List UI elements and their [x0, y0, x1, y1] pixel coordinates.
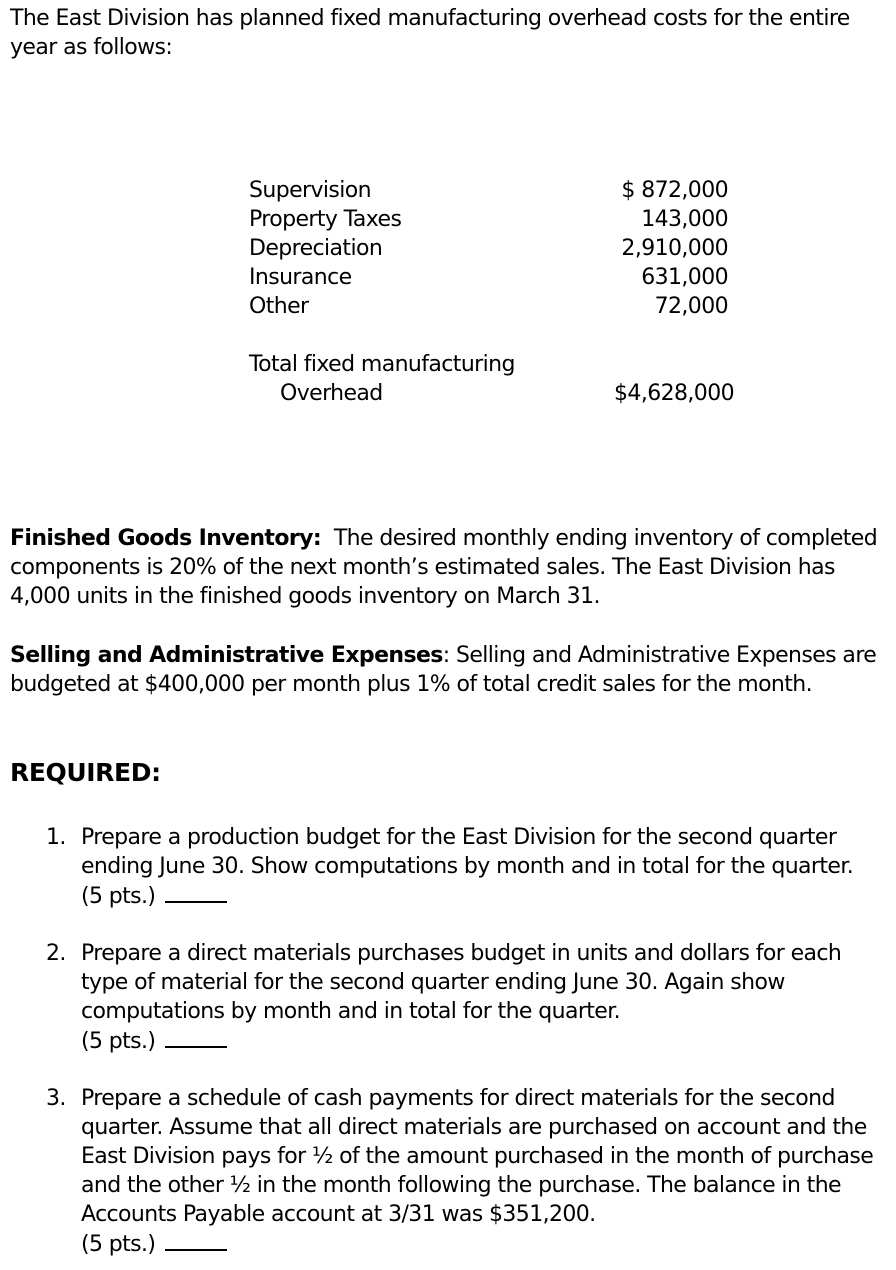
overhead-value-property-taxes: 143,000 — [641, 207, 728, 232]
question-2-text: Prepare a direct materials purchases budget in units and dollars for each type of material for the second quarter ending June 30. Again show computations by month and in total for the quarter. — [81, 941, 842, 1024]
selling-admin-paragraph — [10, 641, 880, 699]
question-2-answer-blank — [165, 1026, 227, 1048]
selling-admin-text: : Selling and Administrative Expenses are budgeted at $400,000 per month plus 1% of total credit sales for the month. — [10, 643, 877, 697]
overhead-value-depreciation: 2,910,000 — [621, 236, 728, 261]
question-3-answer-blank — [165, 1229, 227, 1251]
overhead-value-other: 72,000 — [654, 294, 728, 319]
overhead-label-insurance: Insurance — [249, 265, 352, 290]
overhead-label-property-taxes: Property Taxes — [249, 207, 402, 232]
required-heading: REQUIRED: — [10, 758, 161, 787]
overhead-label-depreciation: Depreciation — [249, 236, 383, 261]
question-1-points-line — [81, 881, 881, 911]
question-3-points-line — [81, 1229, 881, 1259]
finished-goods-heading: Finished Goods Inventory: — [10, 526, 322, 551]
overhead-total-label-line1: Total fixed manufacturing — [249, 352, 515, 377]
question-2-points: (5 pts.) — [81, 1029, 156, 1054]
question-1-answer-blank — [165, 881, 227, 903]
finished-goods-paragraph — [10, 524, 880, 611]
question-3 — [81, 1084, 881, 1259]
intro-paragraph: The East Division has planned fixed manufacturing overhead costs for the entire year as follows: — [10, 6, 850, 60]
question-1-text: Prepare a production budget for the East Division for the second quarter ending June 30. Show computations by month and in total for the quarter. — [81, 825, 854, 879]
overhead-value-insurance: 631,000 — [641, 265, 728, 290]
question-3-points: (5 pts.) — [81, 1232, 156, 1257]
overhead-total-label-line2: Overhead — [280, 381, 383, 406]
overhead-value-supervision: $ 872,000 — [621, 178, 728, 203]
selling-admin-heading: Selling and Administrative Expenses — [10, 643, 443, 668]
question-3-number: 3. — [46, 1086, 66, 1111]
question-2-number: 2. — [46, 941, 66, 966]
overhead-total-value: $4,628,000 — [614, 381, 734, 406]
overhead-label-other: Other — [249, 294, 309, 319]
question-1 — [81, 823, 881, 911]
question-2 — [81, 939, 881, 1056]
question-1-points: (5 pts.) — [81, 884, 156, 909]
question-3-text: Prepare a schedule of cash payments for direct materials for the second quarter. Assume that all direct materials are purchased on account and the East Division pays for ½ of the amount purchased in the month of purchase and the other ½ in the month following the purchase. The balance in the Accounts Payable account at 3/31 was $351,200. — [81, 1086, 874, 1227]
finished-goods-text: The desired monthly ending inventory of completed components is 20% of the next month’s estimated sales. The East Division has 4,000 units in the finished goods inventory on March 31. — [10, 526, 878, 609]
question-1-number: 1. — [46, 825, 66, 850]
question-2-points-line — [81, 1026, 881, 1056]
overhead-label-supervision: Supervision — [249, 178, 371, 203]
